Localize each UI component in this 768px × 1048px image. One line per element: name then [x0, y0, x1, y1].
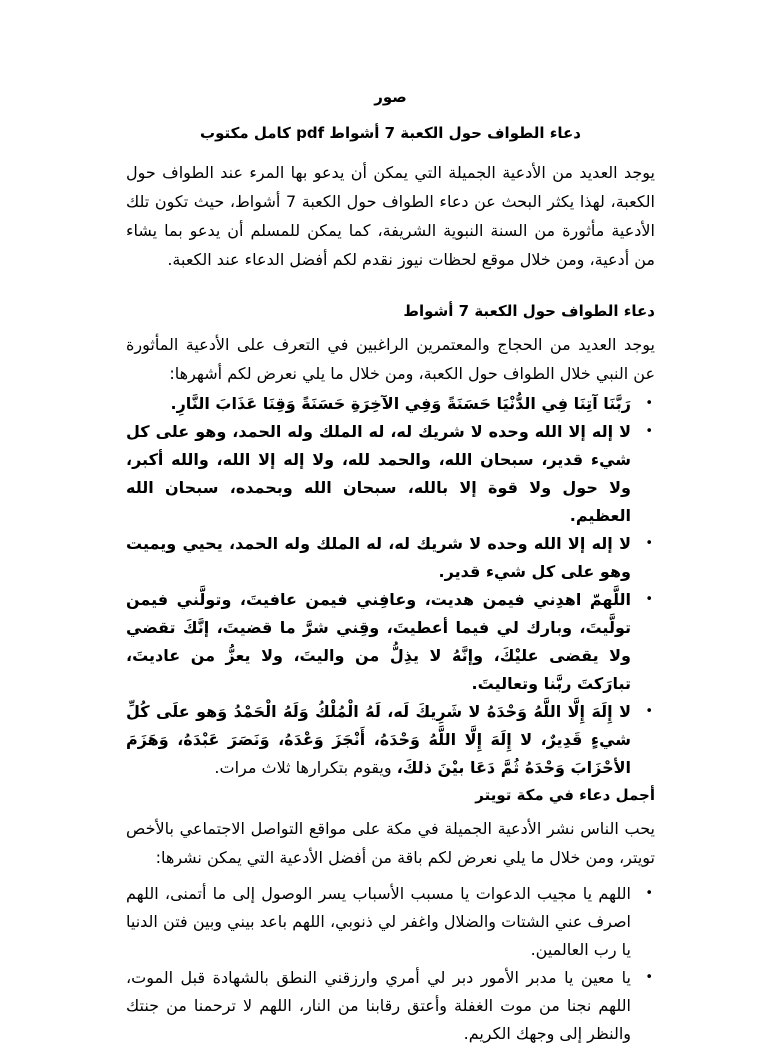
list-item [126, 698, 653, 782]
list-item [126, 390, 653, 418]
list-item [126, 964, 653, 1048]
bullet-icon: • [645, 592, 653, 607]
bullet-icon: • [645, 536, 653, 551]
list-item-tail: ويقوم بتكرارها ثلاث مرات. [214, 758, 397, 777]
list-item [126, 530, 653, 586]
section2-heading: أجمل دعاء في مكة تويتر [475, 786, 655, 804]
section2-paragraph: يحب الناس نشر الأدعية الجميلة في مكة على مواقع التواصل الاجتماعي بالأخص تويتر، ومن خلال ما يلي نعرض لكم باقة من أفضل الأدعية التي يمكن نشرها: [126, 819, 655, 867]
bullet-icon: • [645, 424, 653, 439]
list-item [126, 586, 653, 698]
page-title: دعاء الطواف حول الكعبة 7 أشواط pdf كامل مكتوب [200, 124, 581, 142]
section1-paragraph: يوجد العديد من الحجاج والمعتمرين الراغبين في التعرف على الأدعية المأثورة عن النبي خلال الطواف حول الكعبة، ومن خلال ما يلي نعرض لكم أشهرها: [126, 335, 655, 383]
list-item-text: اللَّهمّ اهدِني فيمن هديت، وعافِني فيمن عافيتَ، وتولَّني فيمن تولَّيتَ، وبارك لي فيما أعطيتَ، وقِني شرَّ ما قضيتَ، إنَّكَ تقضي ولا يقضى عليْكَ، وإنَّهُ لا يذِلُّ من واليتَ، ولا يعزُّ من عاديتَ، تبارَكتَ ربَّنا وتعاليتَ. [126, 590, 631, 693]
list-item-text: لا إله إلا الله وحده لا شريك له، له الملك وله الحمد، وهو على كل شيء قدير، سبحان الله، والحمد لله، ولا إله إلا الله، والله أكبر، ولا حول ولا قوة إلا بالله، سبحان الله وبحمده، سبحان الله العظيم. [126, 422, 631, 525]
bullet-icon: • [645, 396, 653, 411]
list-item [126, 418, 653, 530]
top-label: صور [374, 88, 407, 106]
bullet-icon: • [645, 970, 653, 985]
list-item [126, 880, 653, 964]
list-item-text: يا معين يا مدبر الأمور دبر لي أمري وارزقني النطق بالشهادة قبل الموت، اللهم نجنا من موت الغفلة وأعتق رقابنا من النار، اللهم لا ترحمنا من جنتك والنظر إلى وجهك الكريم. [126, 968, 631, 1043]
section1-heading: دعاء الطواف حول الكعبة 7 أشواط [403, 302, 655, 320]
list-item-text: لا إله إلا الله وحده لا شريك له، له الملك وله الحمد، يحيي ويميت وهو على كل شيء قدير. [126, 534, 631, 581]
list-item-text: لا إِلَهَ إِلَّا اللَّهُ وَحْدَهُ لا شَرِيكَ لَه، لَهُ الْمُلْكُ وَلَهُ الْحَمْدُ وَهو علَى كُلِّ شيءٍ قَدِيرٌ، لا إِلَهَ إِلَّا اللَّهُ وَحْدَهُ، أَنْجَزَ وَعْدَهُ، وَنَصَرَ عَبْدَهُ، وَهَزَمَ الأحْزَابَ وَحْدَهُ ثُمَّ دَعَا بيْنَ ذلكَ، [126, 702, 631, 777]
bullet-icon: • [645, 886, 653, 901]
list-item-text: اللهم يا مجيب الدعوات يا مسبب الأسباب يسر الوصول إلى ما أتمنى، اللهم اصرف عني الشتات والضلال واغفر لي ذنوبي، اللهم باعد بيني وبين فتن الدنيا يا رب العالمين. [126, 884, 631, 959]
intro-paragraph: يوجد العديد من الأدعية الجميلة التي يمكن أن يدعو بها المرء عند الطواف حول الكعبة، لهذا يكثر البحث عن دعاء الطواف حول الكعبة 7 أشواط، حيث تكون تلك الأدعية مأثورة من السنة النبوية الشريفة، كما يمكن للمسلم أن يدعو بما يشاء من أدعية، ومن خلال موقع لحظات نيوز نقدم لكم أفضل الدعاء عند الكعبة. [126, 163, 655, 269]
bullet-icon: • [645, 704, 653, 719]
list-item-text: رَبَّنَا آتِنَا فِي الدُّنْيَا حَسَنَةً وَفِي الآخِرَةِ حَسَنَةً وَقِنَا عَذَابَ النَّارِ. [170, 394, 631, 413]
section1-list [126, 390, 655, 782]
section2-list [126, 880, 655, 1048]
